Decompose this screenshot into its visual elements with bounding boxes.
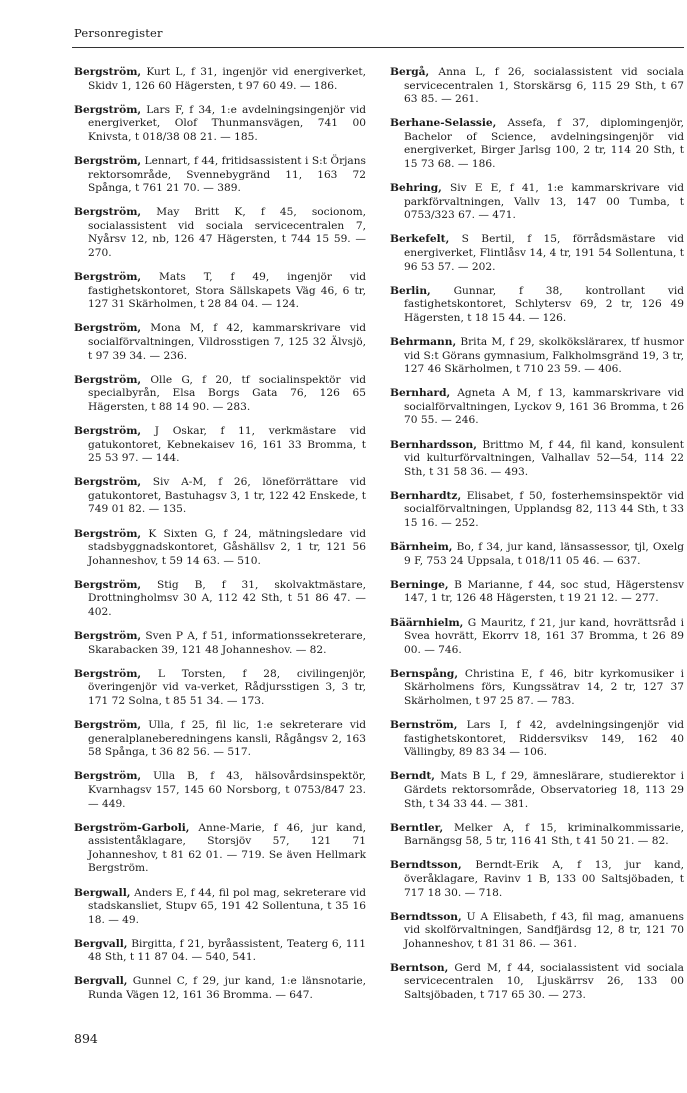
register-entry: [390, 719, 684, 760]
entry-surname: Behring,: [390, 182, 442, 195]
entry-surname: Bernhardtz,: [390, 489, 462, 502]
register-entry: [74, 822, 366, 876]
entry-details: Melker A, f 15, kriminalkommissarie, Barnängsg 58, 5 tr, 116 41 Sth, t 41 50 21. — 82.: [404, 821, 684, 848]
entry-details: Birgitta, f 21, byråassistent, Teaterg 6, 111 48 Sth, t 11 87 04. — 540, 541.: [88, 937, 366, 964]
register-entry: [74, 374, 366, 415]
entry-details: L Torsten, f 28, civilingenjör, överingenjör vid va-verket, Rådjursstigen 3, 3 tr, 171 72 Solna, t 85 51 34. — 173.: [88, 667, 366, 707]
register-entry: [390, 911, 684, 952]
register-entry: [74, 66, 366, 93]
entry-details: Ulla, f 25, fil lic, 1:e sekreterare vid generalplaneberedningens kansli, Rågångsv 2, 163 58 Spånga, t 36 82 56. — 517.: [88, 719, 366, 759]
register-entry: [390, 182, 684, 223]
entry-surname: Bergström,: [74, 667, 142, 680]
entry-surname: Bergström,: [74, 719, 142, 732]
entry-surname: Berndt,: [390, 770, 435, 783]
register-entry: [74, 322, 366, 363]
register-entry: [74, 425, 366, 466]
entry-surname: Bergvall,: [74, 975, 128, 988]
register-entry: [74, 476, 366, 517]
entry-surname: Berkefelt,: [390, 233, 450, 246]
entry-details: Gunnel C, f 29, jur kand, 1:e länsnotarie, Runda Vägen 12, 161 36 Bromma. — 647.: [88, 975, 366, 1002]
register-entry: [390, 117, 684, 171]
entry-surname: Berndtsson,: [390, 859, 462, 872]
entry-details: Mats B L, f 29, ämneslärare, studierektor i Gärdets rektorsområde, Observatorieg 18, 113 29 Sth, t 34 33 44. — 381.: [404, 770, 684, 810]
entry-details: Berndt-Erik A, f 13, jur kand, överåklagare, Ravinv 1 B, 133 00 Saltsjöbaden, t 717 18 30. — 718.: [404, 859, 684, 899]
register-entry: [74, 271, 366, 312]
entry-surname: Bergström,: [74, 206, 142, 219]
register-entry: [390, 66, 684, 107]
entry-details: May Britt K, f 45, socionom, socialassistent vid sociala servicecentralen 7, Nyårsv 12, nb, 126 47 Hägersten, t 744 15 59. — 270.: [88, 206, 366, 260]
register-entry: [390, 668, 684, 709]
entry-surname: Bergström,: [74, 373, 142, 386]
entry-surname: Berntson,: [390, 961, 449, 974]
register-entry: [74, 719, 366, 760]
register-entry: [74, 104, 366, 145]
register-entry: [390, 233, 684, 274]
entry-surname: Berntler,: [390, 821, 444, 834]
entry-surname: Bergström-Garboli,: [74, 821, 190, 834]
page-number: 894: [74, 1031, 98, 1046]
entry-surname: Bergström,: [74, 476, 142, 489]
entry-details: Gunnar, f 38, kontrollant vid fastighetskontoret, Schlytersv 69, 2 tr, 126 49 Hägersten, t 18 15 44. — 126.: [404, 284, 684, 324]
entry-details: S Bertil, f 15, förrådsmästare vid energiverket, Flintlåsv 14, 4 tr, 191 54 Sollentuna, t 96 53 57. — 202.: [404, 233, 684, 273]
entry-surname: Bergvall,: [74, 937, 128, 950]
register-entry: [74, 579, 366, 620]
entry-details: Elisabet, f 50, fosterhemsinspektör vid socialförvaltningen, Upplandsg 82, 113 44 Sth, t 33 15 16. — 252.: [404, 489, 684, 530]
register-entry: [74, 668, 366, 709]
register-entry: [390, 490, 684, 531]
entry-details: Olle G, f 20, tf socialinspektör vid specialbyrån, Elsa Borgs Gata 76, 126 65 Hägersten, t 88 14 90. — 283.: [88, 373, 366, 413]
entry-surname: Bergström,: [74, 770, 142, 783]
entry-details: Anna L, f 26, socialassistent vid sociala servicecentralen 1, Storskärsg 6, 115 29 Sth, t 67 63 85. — 261.: [404, 66, 684, 106]
entry-surname: Bergström,: [74, 271, 142, 284]
entry-surname: Bergström,: [74, 527, 142, 540]
register-entry: [74, 155, 366, 196]
entry-details: Sven P A, f 51, informationssekreterare, Skarabacken 39, 121 48 Johanneshov. — 82.: [88, 630, 366, 656]
entry-surname: Bärnheim,: [390, 541, 453, 554]
entry-details: Ulla B, f 43, hälsovårdsinspektör, Kvarnhagsv 157, 145 60 Norsborg, t 0753/847 23. — 449.: [88, 770, 366, 810]
entry-surname: Bernhard,: [390, 387, 451, 400]
page-header: Personregister: [74, 26, 163, 40]
entry-details: Mats T, f 49, ingenjör vid fastighetskontoret, Stora Sällskapets Väg 46, 6 tr, 127 31 Skärholmen, t 28 84 04. — 124.: [88, 271, 366, 311]
register-entry: [74, 630, 366, 657]
register-entry: [390, 770, 684, 811]
entry-surname: Bergå,: [390, 66, 430, 78]
register-entry: [390, 439, 684, 480]
entry-details: G Mauritz, f 21, jur kand, hovrättsråd i Svea hovrätt, Ekorrv 18, 161 37 Bromma, t 26 89 00. — 746.: [404, 616, 684, 656]
register-entry: [74, 938, 366, 965]
register-entry: [390, 285, 684, 326]
entry-details: Lennart, f 44, fritidsassistent i S:t Örjans rektorsområde, Svennebygränd 11, 163 72 Spånga, t 761 21 70. — 389.: [88, 154, 366, 195]
register-entry: [74, 528, 366, 569]
entry-details: Siv A-M, f 26, löneförrättare vid gatukontoret, Bastuhagsv 3, 1 tr, 122 42 Enskede, t 749 01 82. — 135.: [88, 476, 366, 516]
entry-details: J Oskar, f 11, verkmästare vid gatukontoret, Kebnekaisev 16, 161 33 Bromma, t 25 53 97. — 144.: [88, 424, 366, 465]
register-entry: [390, 336, 684, 377]
entry-details: Assefa, f 37, diplomingenjör, Bachelor of Science, avdelningsingenjör vid energiverket, Birger Jarlsg 100, 2 tr, 114 20 Sth, t 15 73 68. — 186.: [404, 117, 684, 171]
entry-surname: Bergström,: [74, 103, 142, 116]
entry-details: Anders E, f 44, fil pol mag, sekreterare vid stadskansliet, Stupv 65, 191 42 Sollentuna, t 35 16 18. — 49.: [88, 886, 366, 926]
entry-details: Mona M, f 42, kammarskrivare vid socialförvaltningen, Vildrosstigen 7, 125 32 Älvsjö, t 97 39 34. — 236.: [88, 322, 366, 362]
entry-surname: Bernspång,: [390, 667, 459, 680]
right-column: [390, 66, 684, 1013]
entry-details: B Marianne, f 44, soc stud, Hägerstensv 147, 1 tr, 126 48 Hägersten, t 19 21 12. — 277.: [404, 578, 684, 605]
register-entry: [74, 975, 366, 1002]
entry-details: Christina E, f 46, bitr kyrkomusiker i Skärholmens förs, Kungssätrav 14, 2 tr, 127 37 Skärholmen, t 97 25 87. — 783.: [404, 667, 684, 707]
register-entry: [390, 859, 684, 900]
entry-surname: Bergström,: [74, 578, 142, 591]
entry-details: U A Elisabeth, f 43, fil mag, amanuens vid skolförvaltningen, Sandfjärdsg 12, 8 tr, 121 70 Johanneshov, t 81 31 86. — 361.: [404, 910, 684, 950]
entry-surname: Behrmann,: [390, 336, 457, 348]
register-entry: [74, 770, 366, 811]
register-entry: [390, 387, 684, 428]
register-entry: [390, 541, 684, 568]
entry-details: Lars F, f 34, 1:e avdelningsingenjör vid energiverket, Olof Thunmansvägen, 741 00 Knivsta, t 018/38 08 21. — 185.: [88, 103, 366, 143]
register-entry: [390, 617, 684, 658]
entry-details: Bo, f 34, jur kand, länsassessor, tjl, Oxelg 9 F, 753 24 Uppsala, t 018/11 05 46. — 637.: [404, 541, 684, 567]
entry-surname: Bergström,: [74, 424, 142, 437]
entry-details: Siv E E, f 41, 1:e kammarskrivare vid parkförvaltningen, Vallv 13, 147 00 Tumba, t 0753/323 67. — 471.: [404, 182, 684, 222]
entry-surname: Bergström,: [74, 154, 142, 167]
entry-surname: Bergström,: [74, 322, 142, 335]
register-entry: [390, 822, 684, 849]
entry-details: Lars I, f 42, avdelningsingenjör vid fastighetskontoret, Riddersviksv 149, 162 40 Vällingby, 89 83 34 — 106.: [404, 719, 684, 759]
entry-surname: Bergström,: [74, 630, 142, 643]
entry-details: Brittmo M, f 44, fil kand, konsulent vid kulturförvaltningen, Valhallav 52—54, 114 22 Sth, t 31 58 36. — 493.: [404, 438, 684, 478]
entry-details: Anne-Marie, f 46, jur kand, assistentåklagare, Storsjöv 57, 121 71 Johanneshov, t 81 62 01. — 719. Se även Hellmark Bergström.: [88, 821, 366, 875]
left-column: [74, 66, 366, 1013]
register-entry: [390, 962, 684, 1003]
entry-surname: Berlin,: [390, 284, 431, 297]
entry-surname: Bergström,: [74, 66, 142, 78]
entry-surname: Bäärnhielm,: [390, 616, 464, 629]
entry-details: K Sixten G, f 24, mätningsledare vid stadsbyggnadskontoret, Gåshällsv 2, 1 tr, 121 56 Johanneshov, t 59 14 63. — 510.: [88, 527, 366, 567]
entry-details: Agneta A M, f 13, kammarskrivare vid socialförvaltningen, Lyckov 9, 161 36 Bromma, t 26 70 55. — 246.: [404, 387, 684, 427]
entry-details: Brita M, f 29, skolkökslärarex, tf husmor vid S:t Görans gymnasium, Falkholmsgränd 19, 3 tr, 127 46 Skärholmen, t 710 23 59. — 406.: [404, 336, 685, 376]
entry-surname: Berndtsson,: [390, 910, 462, 923]
entry-surname: Berninge,: [390, 578, 449, 591]
register-entry: [390, 579, 684, 606]
entry-surname: Berhane-Selassie,: [390, 117, 497, 130]
entry-details: Stig B, f 31, skolvaktmästare, Drottningholmsv 30 A, 112 42 Sth, t 51 86 47. — 402.: [88, 578, 366, 618]
register-entry: [74, 887, 366, 928]
entry-surname: Bernhardsson,: [390, 438, 477, 451]
entry-surname: Bergwall,: [74, 886, 131, 899]
entry-details: Kurt L, f 31, ingenjör vid energiverket, Skidv 1, 126 60 Hägersten, t 97 60 49. — 186.: [88, 66, 366, 92]
entry-surname: Bernström,: [390, 719, 458, 732]
header-rule: [72, 47, 684, 48]
register-entry: [74, 206, 366, 260]
entry-details: Gerd M, f 44, socialassistent vid sociala servicecentralen 10, Ljuskärrsv 26, 133 00 Saltsjöbaden, t 717 65 30. — 273.: [404, 961, 684, 1002]
